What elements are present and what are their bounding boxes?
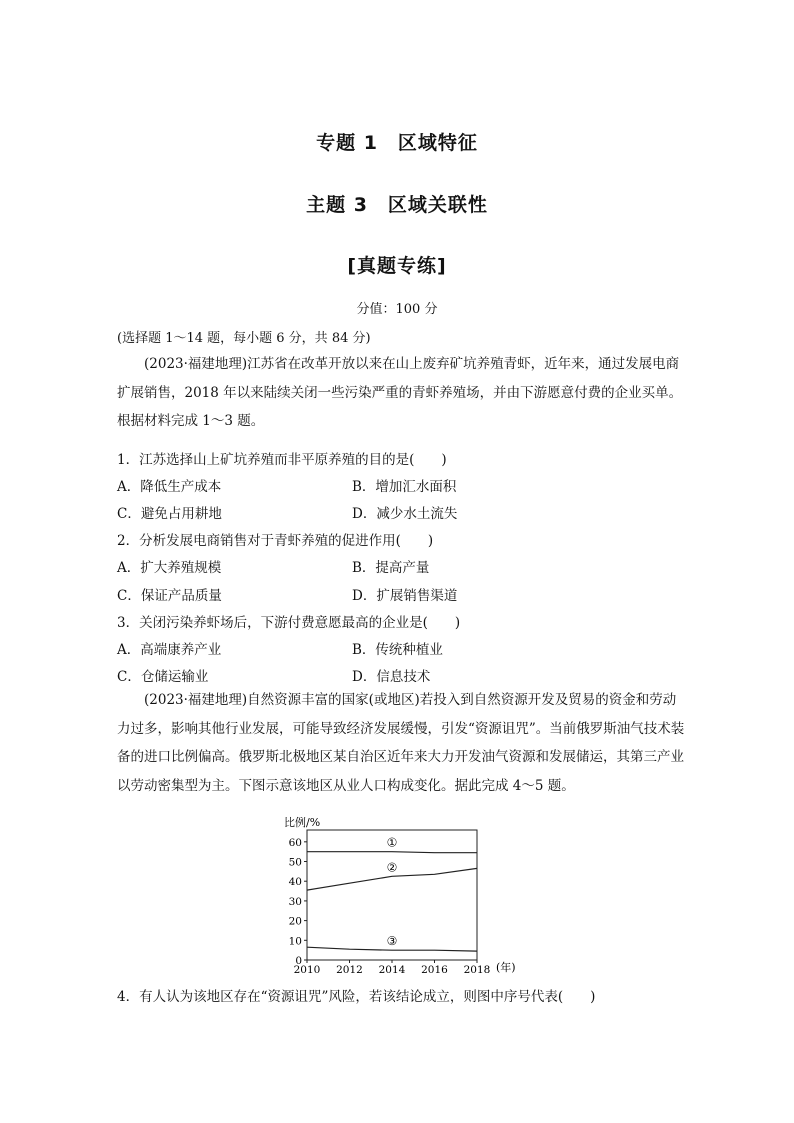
question-1-option-b[interactable]: B．增加汇水面积 [352, 479, 457, 495]
y-tick-label: 50 [288, 856, 302, 869]
y-tick-label: 10 [288, 935, 302, 948]
question-3-stem: 3．关闭污染养虾场后，下游付费意愿最高的企业是( ) [117, 615, 461, 631]
question-3-option-b[interactable]: B．传统种植业 [352, 642, 443, 658]
question-2-option-a[interactable]: A．扩大养殖规模 [117, 560, 222, 576]
question-2-option-d[interactable]: D．扩展销售渠道 [352, 588, 458, 604]
y-tick-label: 20 [288, 915, 302, 928]
series-label-1: ① [386, 835, 398, 850]
instructions: (选择题 1～14 题，每小题 6 分，共 84 分) [117, 331, 371, 346]
series-label-2: ② [386, 860, 398, 875]
series-label-3: ③ [386, 934, 398, 949]
x-tick-label: 2018 [463, 964, 491, 976]
question-1-option-a[interactable]: A．降低生产成本 [117, 479, 222, 495]
series-line-1 [307, 852, 477, 853]
question-3-option-d[interactable]: D．信息技术 [352, 669, 431, 685]
question-2-stem: 2．分析发展电商销售对于青虾养殖的促进作用( ) [117, 533, 434, 549]
score-line: 分值：100 分 [356, 302, 438, 317]
question-2-option-b[interactable]: B．提高产量 [352, 560, 430, 576]
section-title: [真题专练] [347, 255, 447, 277]
y-tick-label: 0 [295, 955, 302, 967]
y-tick-label: 40 [288, 876, 302, 889]
x-tick-label: 2016 [421, 964, 448, 976]
x-tick-label: 2014 [378, 964, 406, 976]
x-tick-label: 2010 [293, 964, 321, 976]
chart-ylabel: 比例/% [284, 816, 321, 829]
passage-1: (2023·福建地理)江苏省在改革开放以来在山上废弃矿坑养殖青虾，近年来，通过发展电商扩展销售，2018 年以来陆续关闭一些污染严重的青虾养殖场，并由下游愿意付费的企业买单。根据材料完成 1～3 题。 [117, 356, 683, 429]
question-1-stem: 1．江苏选择山上矿坑养殖而非平原养殖的目的是( ) [117, 452, 447, 468]
chart-xlabel: (年) [496, 961, 516, 974]
y-tick-label: 30 [288, 895, 302, 908]
y-tick-label: 60 [288, 836, 302, 849]
question-3-option-a[interactable]: A．高端康养产业 [117, 642, 222, 658]
question-3-option-c[interactable]: C．仓储运输业 [117, 669, 209, 685]
subtopic-title: 主题 3 区域关联性 [306, 194, 488, 216]
topic-title: 专题 1 区域特征 [316, 132, 478, 154]
question-1-option-c[interactable]: C．避免占用耕地 [117, 506, 222, 522]
x-tick-label: 2012 [336, 964, 363, 976]
employment-structure-chart [270, 812, 530, 978]
question-4-stem: 4．有人认为该地区存在“资源诅咒”风险，若该结论成立，则图中序号代表( ) [117, 989, 596, 1005]
question-1-option-d[interactable]: D．减少水土流失 [352, 506, 458, 522]
question-2-option-c[interactable]: C．保证产品质量 [117, 588, 222, 604]
passage-2: (2023·福建地理)自然资源丰富的国家(或地区)若投入到自然资源开发及贸易的资金和劳动力过多，影响其他行业发展，可能导致经济发展缓慢，引发“资源诅咒”。当前俄罗斯油气技术装备的进口比例偏高。俄罗斯北极地区某自治区近年来大力开发油气资源和发展储运，其第三产业以劳动密集型为主。下图示意该地区从业人口构成变化。据此完成 4～5 题。 [117, 692, 685, 794]
